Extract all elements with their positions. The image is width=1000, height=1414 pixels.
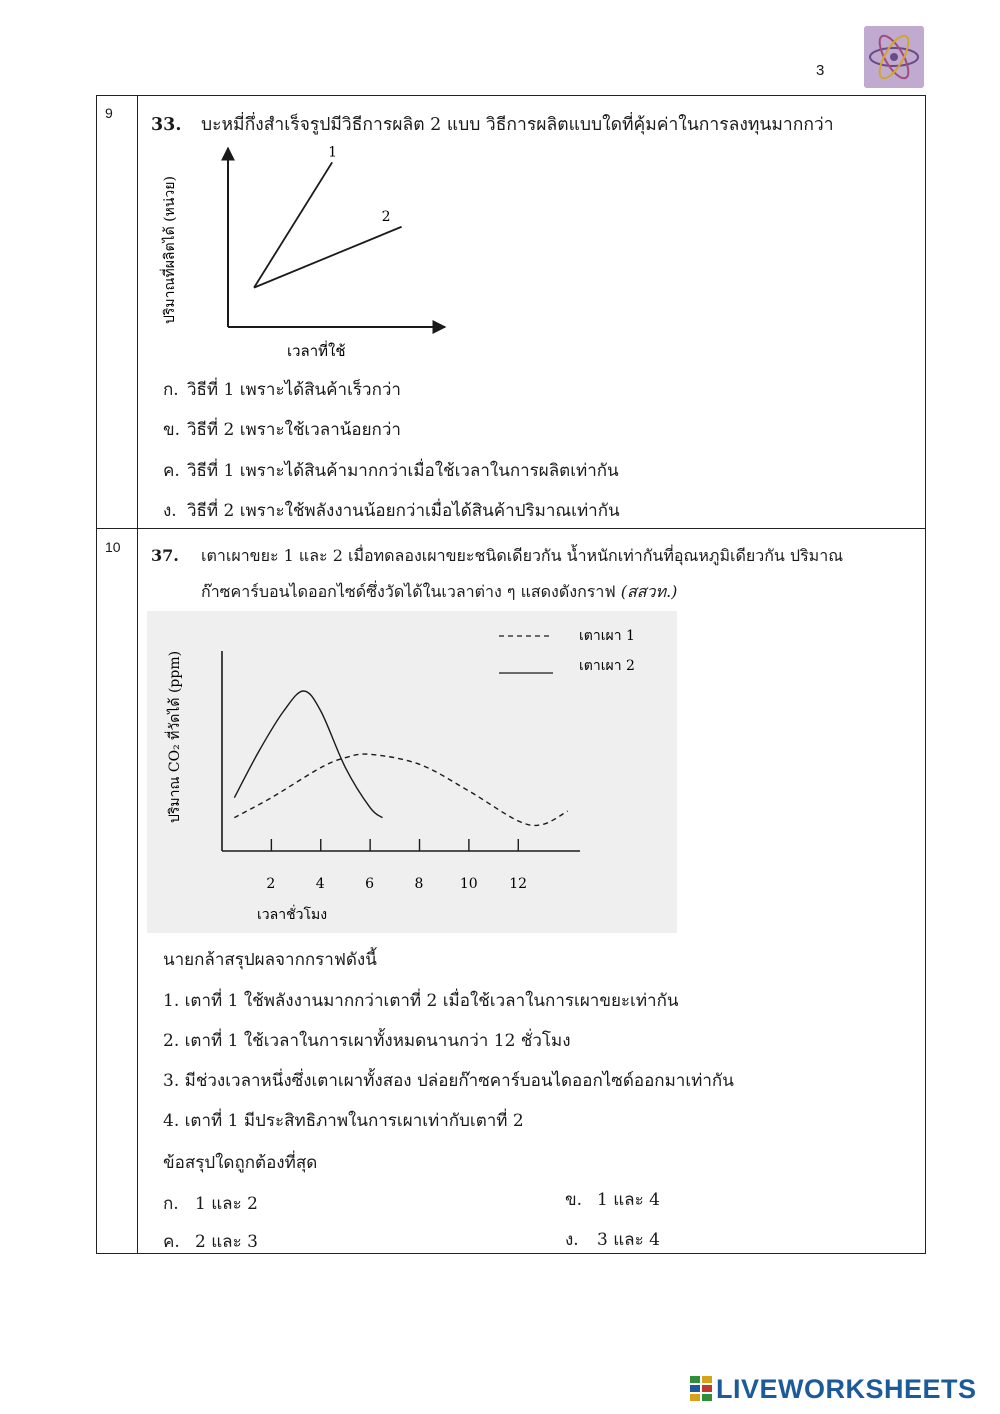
question-number: 33.: [151, 115, 182, 135]
statement-1: 1. เตาที่ 1 ใช้พลังงานมากกว่าเตาที่ 2 เมื่อใช้เวลาในการเผาขยะเท่ากัน: [163, 991, 679, 1011]
option-b[interactable]: [163, 416, 401, 443]
row-number: 9: [105, 105, 113, 121]
statement-3: 3. มีช่วงเวลาหนึ่งซึ่งเตาเผาทั้งสอง ปล่อยก๊าซคาร์บอนไดออกไซด์ออกมาเท่ากัน: [163, 1071, 734, 1091]
question-37-line-1: [151, 544, 843, 569]
statement-2: 2. เตาที่ 1 ใช้เวลาในการเผาทั้งหมดนานกว่า 12 ชั่วโมง: [163, 1031, 571, 1051]
series-line-2: [254, 227, 402, 288]
series-curve-furnace-2: [234, 691, 382, 818]
option-mark: ข.: [565, 1190, 583, 1210]
option-mark: ง.: [163, 501, 177, 521]
co2-chart: [147, 611, 677, 933]
option-text: 1 และ 4: [597, 1190, 660, 1210]
question-ask: ข้อสรุปใดถูกต้องที่สุด: [163, 1153, 318, 1173]
question-table: [96, 95, 926, 1254]
option-mark: ง.: [565, 1230, 579, 1250]
question-37-line-2: [201, 580, 677, 605]
source-citation: (สสวท.): [620, 582, 678, 601]
option-d[interactable]: [565, 1226, 660, 1253]
option-text: 3 และ 4: [597, 1230, 660, 1250]
option-a[interactable]: [163, 1190, 258, 1217]
series-line-1: [254, 162, 332, 287]
series-curve-furnace-1: [234, 754, 567, 825]
y-axis-label: ปริมาณที่ผลิตได้ (หน่วย): [162, 176, 178, 324]
line-2-label: 2: [381, 208, 391, 225]
option-text: 2 และ 3: [195, 1232, 258, 1252]
option-text: วิธีที่ 2 เพราะใช้เวลาน้อยกว่า: [187, 420, 401, 440]
question-number: 37.: [151, 546, 179, 565]
statements-intro: นายกล้าสรุปผลจากกราฟดังนี้: [163, 950, 377, 970]
option-a[interactable]: [163, 376, 401, 403]
x-tick-label: 10: [459, 876, 478, 892]
x-tick-label: 2: [266, 876, 276, 892]
line-1-label: 1: [328, 144, 338, 161]
option-text: วิธีที่ 1 เพราะได้สินค้ามากกว่าเมื่อใช้เวลาในการผลิตเท่ากัน: [187, 461, 619, 481]
row-number: 10: [105, 539, 121, 555]
option-text: 1 และ 2: [195, 1194, 258, 1214]
question-33: [151, 110, 834, 138]
liveworksheets-logo: [690, 1372, 977, 1406]
x-tick-label: 4: [315, 876, 325, 892]
option-d[interactable]: [163, 497, 620, 524]
page-number: 3: [816, 62, 825, 79]
option-mark: ข.: [163, 420, 181, 440]
legend-label-furnace-1: เตาเผา 1: [579, 628, 635, 644]
production-chart: [142, 144, 462, 374]
option-c[interactable]: [163, 457, 619, 484]
y-axis-label: ปริมาณ CO₂ ที่วัดได้ (ppm): [167, 650, 183, 823]
footer-brand: LIVEWORKSHEETS: [716, 1373, 977, 1404]
x-axis-label: เวลาชั่วโมง: [257, 907, 328, 923]
question-text: เตาเผาขยะ 1 และ 2 เมื่อทดลองเผาขยะชนิดเดียวกัน น้ำหนักเท่ากันที่อุณหภูมิเดียวกัน ปริมาณ: [201, 546, 844, 565]
row-divider: [97, 528, 925, 529]
option-mark: ก.: [163, 380, 179, 400]
question-text: ก๊าซคาร์บอนไดออกไซด์ซึ่งวัดได้ในเวลาต่าง ๆ แสดงดังกราฟ: [201, 582, 616, 601]
legend-label-furnace-2: เตาเผา 2: [579, 658, 635, 674]
x-tick-label: 8: [414, 876, 424, 892]
option-text: วิธีที่ 2 เพราะใช้พลังงานน้อยกว่าเมื่อได้สินค้าปริมาณเท่ากัน: [187, 501, 620, 521]
liveworksheets-logo-icon: [690, 1376, 712, 1402]
question-text: บะหมี่กึ่งสำเร็จรูปมีวิธีการผลิต 2 แบบ วิธีการผลิตแบบใดที่คุ้มค่าในการลงทุนมากกว่า: [201, 115, 834, 135]
statement-4: 4. เตาที่ 1 มีประสิทธิภาพในการเผาเท่ากับเตาที่ 2: [163, 1111, 524, 1131]
x-axis-label: เวลาที่ใช้: [287, 342, 346, 360]
option-mark: ก.: [163, 1194, 179, 1214]
option-c[interactable]: [163, 1228, 258, 1255]
option-mark: ค.: [163, 1232, 180, 1252]
option-b[interactable]: [565, 1186, 660, 1213]
atom-icon: [864, 26, 924, 88]
option-mark: ค.: [163, 461, 180, 481]
option-text: วิธีที่ 1 เพราะได้สินค้าเร็วกว่า: [187, 380, 401, 400]
x-tick-label: 12: [509, 876, 528, 892]
column-divider: [137, 96, 138, 1253]
x-tick-label: 6: [365, 876, 375, 892]
